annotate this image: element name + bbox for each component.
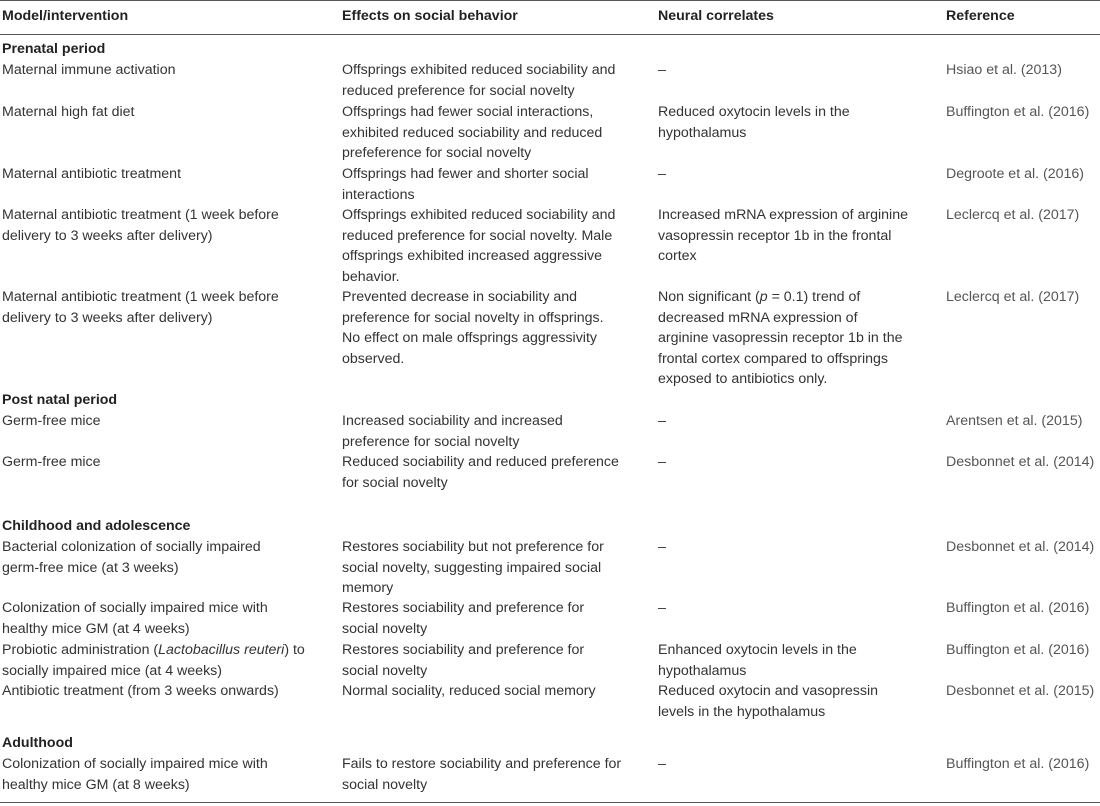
effects-cell: Offsprings had fewer social interactions, bbox=[342, 104, 594, 120]
effects-cell: Restores sociability but not preference for bbox=[342, 539, 604, 555]
neural-cell: – bbox=[658, 413, 666, 429]
neural-cell: – bbox=[658, 756, 666, 772]
model-cell: Bacterial colonization of socially impaired bbox=[2, 539, 261, 555]
reference-cell: Desbonnet et al. (2014) bbox=[946, 539, 1095, 555]
model-cell: Germ-free mice bbox=[2, 454, 101, 470]
effects-cell: for social novelty bbox=[342, 474, 448, 491]
model-cell: delivery to 3 weeks after delivery) bbox=[2, 309, 213, 326]
neural-cell: frontal cortex compared to offsprings bbox=[658, 350, 889, 367]
neural-cell: cortex bbox=[658, 248, 697, 264]
neural-cell: levels in the hypothalamus bbox=[658, 703, 826, 720]
model-cell: healthy mice GM (at 8 weeks) bbox=[2, 776, 190, 793]
reference-cell: Desbonnet et al. (2014) bbox=[946, 454, 1095, 470]
effects-cell: offsprings exhibited increased aggressive bbox=[342, 248, 602, 264]
model-cell: Maternal antibiotic treatment (1 week before bbox=[2, 207, 279, 223]
model-cell: healthy mice GM (at 4 weeks) bbox=[2, 620, 190, 637]
neural-cell: vasopressin receptor 1b in the frontal bbox=[658, 227, 892, 244]
model-cell: Maternal antibiotic treatment (1 week before bbox=[2, 289, 279, 305]
effects-cell: Restores sociability and preference for bbox=[342, 600, 585, 616]
effects-cell: Offsprings exhibited reduced sociability and bbox=[342, 207, 616, 223]
reference-cell: Buffington et al. (2016) bbox=[946, 642, 1090, 658]
neural-cell: hypothalamus bbox=[658, 124, 747, 141]
model-cell: germ-free mice (at 3 weeks) bbox=[2, 559, 179, 576]
model-cell: Maternal antibiotic treatment bbox=[2, 166, 182, 182]
neural-cell: – bbox=[658, 166, 666, 182]
effects-cell: interactions bbox=[342, 186, 415, 203]
model-cell: Maternal immune activation bbox=[2, 62, 176, 78]
column-header: Reference bbox=[946, 8, 1015, 24]
effects-cell: memory bbox=[342, 580, 394, 596]
neural-cell: exposed to antibiotics only. bbox=[658, 371, 828, 387]
effects-cell: Fails to restore sociability and preference for bbox=[342, 756, 622, 772]
reference-cell: Buffington et al. (2016) bbox=[946, 600, 1090, 616]
effects-cell: preference for social novelty in offsprings. bbox=[342, 309, 604, 326]
effects-cell: Prevented decrease in sociability and bbox=[342, 289, 578, 305]
table-top-rule bbox=[0, 0, 1100, 1]
effects-cell: social novelty bbox=[342, 776, 428, 793]
effects-cell: observed. bbox=[342, 350, 405, 367]
neural-cell: – bbox=[658, 539, 666, 555]
reference-cell: Buffington et al. (2016) bbox=[946, 104, 1090, 120]
reference-cell: Arentsen et al. (2015) bbox=[946, 413, 1083, 429]
model-cell: delivery to 3 weeks after delivery) bbox=[2, 227, 213, 244]
effects-cell: Offsprings had fewer and shorter social bbox=[342, 166, 589, 182]
neural-cell: Increased mRNA expression of arginine bbox=[658, 207, 908, 223]
section-title: Adulthood bbox=[2, 735, 73, 751]
neural-cell: Enhanced oxytocin levels in the bbox=[658, 642, 857, 658]
model-cell: Antibiotic treatment (from 3 weeks onwards) bbox=[2, 683, 279, 699]
effects-cell: social novelty bbox=[342, 662, 428, 679]
reference-cell: Desbonnet et al. (2015) bbox=[946, 683, 1095, 699]
effects-cell: preference for social novelty bbox=[342, 433, 520, 450]
neural-cell: decreased mRNA expression of bbox=[658, 309, 858, 326]
effects-cell: Reduced sociability and reduced preference bbox=[342, 454, 619, 470]
neural-cell: Non significant (p = 0.1) trend of bbox=[658, 289, 861, 305]
effects-cell: reduced preference for social novelty. Male bbox=[342, 227, 613, 244]
effects-cell: exhibited reduced sociability and reduced bbox=[342, 124, 603, 141]
effects-cell: Restores sociability and preference for bbox=[342, 642, 585, 658]
section-title: Prenatal period bbox=[2, 41, 106, 57]
neural-cell: – bbox=[658, 454, 666, 470]
column-header: Effects on social behavior bbox=[342, 8, 518, 24]
effects-cell: No effect on male offsprings aggressivity bbox=[342, 330, 597, 346]
neural-cell: arginine vasopressin receptor 1b in the bbox=[658, 330, 903, 346]
reference-cell: Buffington et al. (2016) bbox=[946, 756, 1090, 772]
table-bottom-rule bbox=[0, 802, 1100, 803]
section-title: Post natal period bbox=[2, 392, 118, 408]
column-header: Neural correlates bbox=[658, 8, 774, 24]
reference-cell: Degroote et al. (2016) bbox=[946, 166, 1085, 182]
model-cell: Maternal high fat diet bbox=[2, 104, 135, 120]
model-cell: socially impaired mice (at 4 weeks) bbox=[2, 662, 222, 679]
reference-cell: Leclercq et al. (2017) bbox=[946, 289, 1080, 305]
reference-cell: Hsiao et al. (2013) bbox=[946, 62, 1062, 78]
effects-cell: Normal sociality, reduced social memory bbox=[342, 683, 596, 699]
effects-cell: Increased sociability and increased bbox=[342, 413, 563, 429]
model-cell: Probiotic administration (Lactobacillus reuteri) to bbox=[2, 642, 305, 658]
effects-cell: Offsprings exhibited reduced sociability and bbox=[342, 62, 616, 78]
effects-cell: reduced preference for social novelty bbox=[342, 82, 575, 99]
effects-cell: behavior. bbox=[342, 268, 400, 285]
neural-cell: hypothalamus bbox=[658, 662, 747, 679]
model-cell: Colonization of socially impaired mice with bbox=[2, 756, 268, 772]
neural-cell: – bbox=[658, 600, 666, 616]
neural-cell: – bbox=[658, 62, 666, 78]
effects-cell: social novelty, suggesting impaired social bbox=[342, 559, 602, 576]
model-cell: Germ-free mice bbox=[2, 413, 101, 429]
neural-cell: Reduced oxytocin levels in the bbox=[658, 104, 850, 120]
column-header: Model/intervention bbox=[2, 8, 129, 24]
section-title: Childhood and adolescence bbox=[2, 518, 191, 534]
effects-cell: prefeference for social novelty bbox=[342, 145, 532, 161]
header-rule bbox=[0, 34, 1100, 35]
effects-cell: social novelty bbox=[342, 620, 428, 637]
model-cell: Colonization of socially impaired mice with bbox=[2, 600, 268, 616]
reference-cell: Leclercq et al. (2017) bbox=[946, 207, 1080, 223]
neural-cell: Reduced oxytocin and vasopressin bbox=[658, 683, 879, 699]
